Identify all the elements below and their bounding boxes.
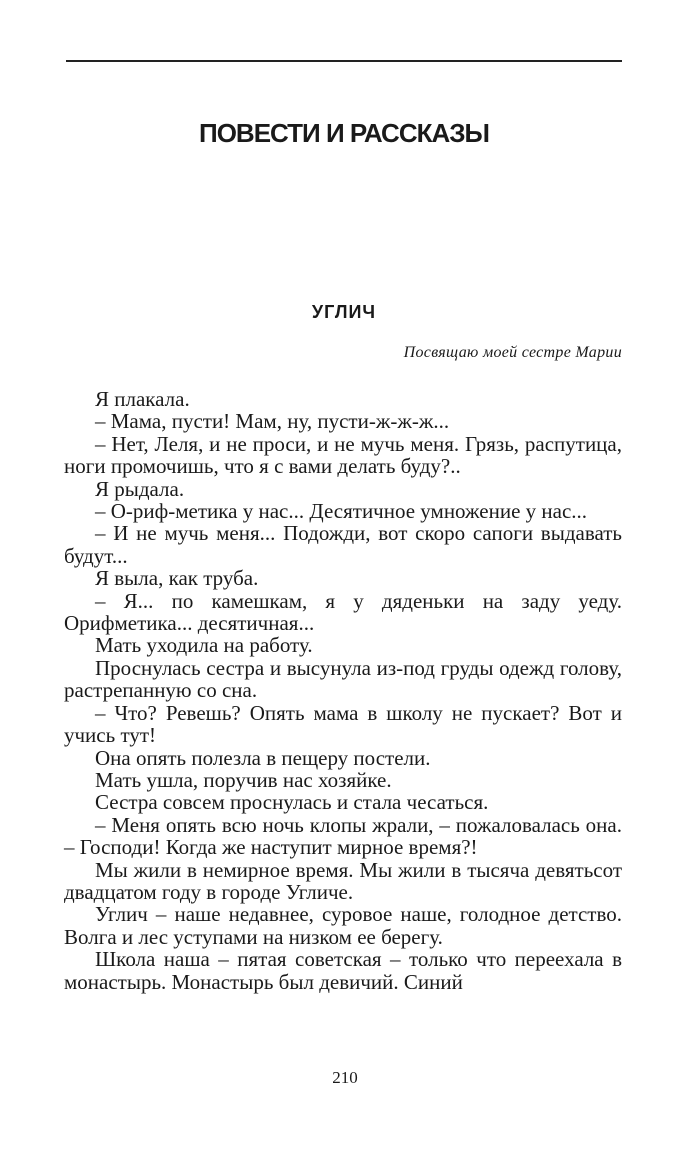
dedication: Посвящаю моей сестре Марии (403, 344, 622, 361)
paragraph: – О-риф-метика у нас... Десятичное умножение у нас... (95, 499, 588, 524)
paragraph: – Я... по камешкам, я у дяденьки на заду уеду. Орифметика... десятичная... (64, 588, 622, 636)
paragraph: Я выла, как труба. (95, 566, 259, 591)
top-rule (66, 60, 622, 62)
paragraph: Школа наша – пятая советская – только что переехала в монастырь. Монастырь был девичий. Синий (64, 947, 622, 994)
story-text (64, 388, 622, 993)
paragraph: Углич – наше недавнее, суровое наше, голодное детство. Волга и лес уступами на низком ее берегу. (64, 902, 622, 949)
paragraph: Я плакала. (95, 387, 190, 411)
paragraph: – Нет, Леля, и не проси, и не мучь меня. Грязь, распутица, ноги промочишь, что я с вами делать буду?.. (64, 431, 622, 479)
page-number: 210 (332, 1068, 358, 1087)
section-title: ПОВЕСТИ И РАССКАЗЫ (199, 118, 489, 148)
paragraph: – Меня опять всю ночь клопы жрали, – пожаловалась она. – Господи! Когда же наступит мирное время?! (64, 812, 622, 860)
paragraph: Мать уходила на работу. (95, 633, 313, 658)
paragraph: – Мама, пусти! Мам, ну, пусти-ж-ж-ж... (95, 409, 450, 434)
story-title: УГЛИЧ (311, 302, 377, 322)
paragraph: Сестра совсем проснулась и стала чесаться. (95, 790, 489, 815)
paragraph: – И не мучь меня... Подожди, вот скоро сапоги выдавать будут... (64, 521, 622, 568)
paragraph: Она опять полезла в пещеру постели. (95, 745, 431, 770)
paragraph: – Что? Ревешь? Опять мама в школу не пускает? Вот и учись тут! (64, 700, 622, 748)
paragraph: Мы жили в немирное время. Мы жили в тысяча девятьсот двадцатом году в городе Угличе. (64, 857, 622, 904)
paragraph: Проснулась сестра и высунула из-под груды одежд голову, растрепанную со сна. (64, 655, 622, 703)
paragraph: Мать ушла, поручив нас хозяйке. (95, 767, 392, 792)
paragraph: Я рыдала. (95, 476, 185, 501)
